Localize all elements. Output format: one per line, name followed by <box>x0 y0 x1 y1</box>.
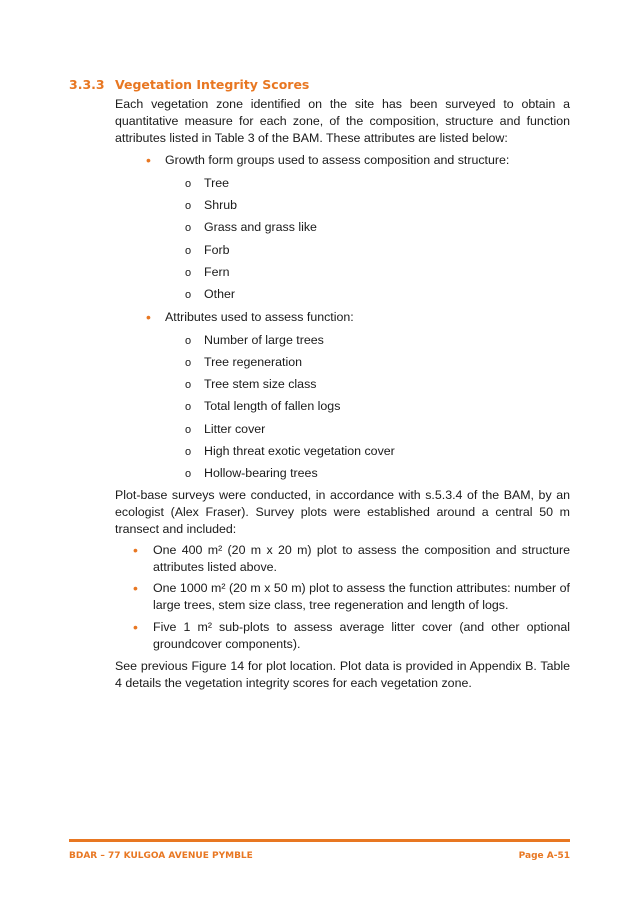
section-heading <box>69 77 309 92</box>
plot-item-3: Five 1 m² sub-plots to assess average litter cover (and other optional groundcover components). <box>153 620 570 651</box>
list-item: o Hollow-bearing trees <box>185 466 318 480</box>
section-title: Vegetation Integrity Scores <box>115 77 310 92</box>
plot-item-2: One 1000 m² (20 m x 50 m) plot to assess the function attributes: number of large trees, stem size class, tree regeneration and length of logs. <box>153 581 570 612</box>
list-item: o Number of large trees <box>185 333 324 347</box>
group-label-composition: Growth form groups used to assess composition and structure: <box>165 153 510 167</box>
footer-rule <box>69 839 570 842</box>
list-item: o Other <box>185 287 235 301</box>
intro-paragraph: Each vegetation zone identified on the site has been surveyed to obtain a quantitative measure for each zone, of the composition, structure and function attributes listed in Table 3 of the BAM. These attributes are listed below: <box>115 97 570 145</box>
group-label-function: Attributes used to assess function: <box>165 310 354 324</box>
closing-paragraph: See previous Figure 14 for plot location. Plot data is provided in Appendix B. Table 4 details the vegetation integrity scores for each vegetation zone. <box>115 659 570 690</box>
section-number: 3.3.3 <box>69 77 105 92</box>
footer-page-number: Page A-51 <box>518 851 570 861</box>
bullet-marker: • <box>146 309 151 325</box>
survey-paragraph: Plot-base surveys were conducted, in accordance with s.5.3.4 of the BAM, by an ecologist (Alex Fraser). Survey plots were established around a central 50 m transect and included: <box>115 488 570 536</box>
list-item: o High threat exotic vegetation cover <box>185 444 395 458</box>
bullet-marker: • <box>146 152 151 168</box>
list-item: o Tree stem size class <box>185 377 317 391</box>
list-item: o Tree regeneration <box>185 355 303 369</box>
footer-document-title: BDAR – 77 KULGOA AVENUE PYMBLE <box>69 851 253 861</box>
list-item: o Forb <box>185 243 230 257</box>
bullet-marker: • <box>133 580 138 596</box>
list-item: o Fern <box>185 265 230 279</box>
list-item: o Total length of fallen logs <box>185 399 341 413</box>
bullet-marker: • <box>133 619 138 635</box>
plot-item-1: One 400 m² (20 m x 20 m) plot to assess the composition and structure attributes listed above. <box>153 543 570 574</box>
list-item: o Shrub <box>185 198 238 212</box>
list-item: o Litter cover <box>185 422 266 436</box>
bullet-marker: • <box>133 542 138 558</box>
list-item: o Tree <box>185 176 230 190</box>
list-item: o Grass and grass like <box>185 220 317 234</box>
